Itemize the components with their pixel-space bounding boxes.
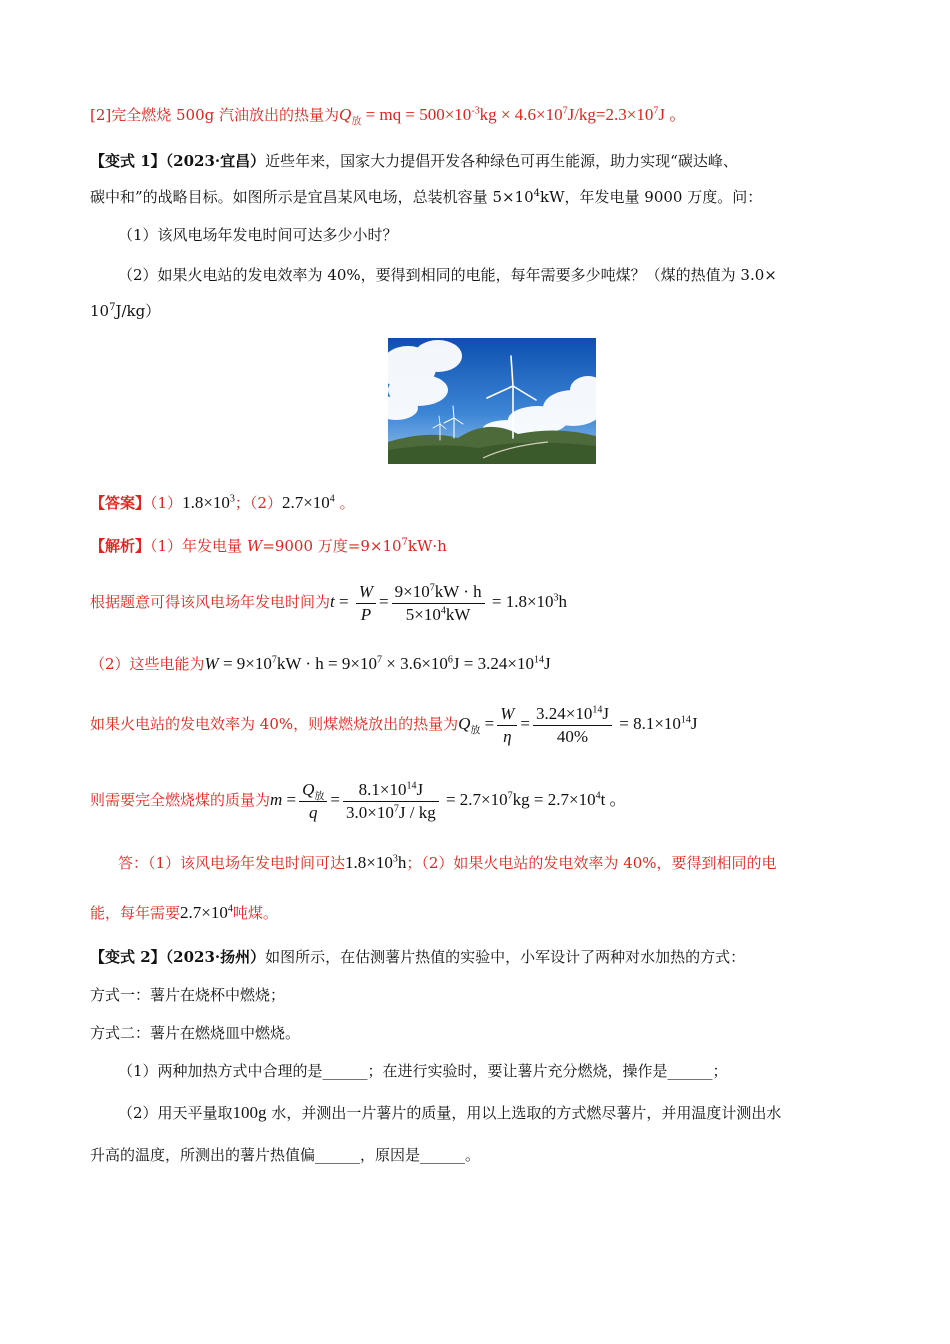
analysis-line-4: 如果火电站的发电效率为 40%，则煤燃烧放出的热量为$Q_放$ = $\frac{W}{\eta}$ = $\frac{3.24\times 10^{14}J}{40\%}$ = $8.1\times 10^{14}J$	[90, 703, 698, 746]
variant2-intro: 【变式 2】（2023·扬州）如图所示，在估测薯片热值的实验中，小军设计了两种对水加热的方式：	[90, 948, 746, 966]
variant1-question-2-cont: $10^7J/kg$）	[90, 302, 161, 320]
wind-turbine-illustration	[388, 338, 596, 464]
wind-farm-photo	[388, 338, 596, 464]
answer-line: 【答案】$(1)1.8\times 10^3$；$(2)2.7\times 10^4$ 。	[90, 493, 355, 512]
variant2-method-1: 方式一：薯片在烧杯中燃烧；	[90, 986, 286, 1004]
variant1-intro-cont: 碳中和”的战略目标。如图所示是宜昌某风电场，总装机容量 $5\times 10^4kW$，年发电量 9000 万度。问：	[90, 188, 763, 206]
variant2-question-2-cont: 升高的温度，所测出的薯片热值偏______，原因是______。	[90, 1146, 481, 1164]
variant1-intro: 【变式 1】（2023·宜昌）近些年来，国家大力提倡开发各种绿色可再生能源，助力实现“碳达峰、	[90, 152, 738, 170]
analysis-conclusion-2: 能，每年需要$2.7\times 10^4$吨煤。	[90, 903, 278, 922]
analysis-line-3: （2）这些电能为$W = 9\times 10^7kW \cdot h = 9\times 10^7 \times 3.6\times 10^6J = 3.24\times 10^{14}J$	[90, 654, 551, 673]
variant2-method-2: 方式二：薯片在燃烧皿中燃烧。	[90, 1024, 301, 1042]
analysis-line-1: 【解析】（1）年发电量 W=9000 万度$=9\times 10^7kW\cdot h$	[90, 537, 447, 555]
analysis-line-5: 则需要完全燃烧煤的质量为m = $\frac{Q_放}{q}$ = $\frac{8.1\times 10^{14}J}{3.0\times 10^7J / kg}$ = $2.7\times 10^7kg = 2.7\times 10^4t$ 。	[90, 779, 627, 822]
analysis-line-2: 根据题意可得该风电场年发电时间为t = $\frac{W}{P}$ = $\frac{9\times 10^7kW \cdot h}{5\times 10^4kW}$ = $1.8\times 10^3h$	[90, 581, 568, 624]
variant1-question-2: （2）如果火电站的发电效率为 40%，要得到相同的电能，每年需要多少吨煤？（煤的热值为 3.0×	[118, 266, 777, 284]
variant2-question-2: （2）用天平量取100g 水，并测出一片薯片的质量，用以上选取的方式燃尽薯片，并用温度计测出水	[118, 1103, 782, 1122]
solution-line-2: [2]完全燃烧 500g 汽油放出的热量为$Q_放$ = mq = $500\times 10^{-3}kg \times 4.6\times 10^7J/kg=2.3\times 10^7J$ 。	[90, 105, 687, 128]
variant2-question-1: （1）两种加热方式中合理的是______；在进行实验时，要让薯片充分燃烧，操作是______；	[118, 1062, 728, 1080]
variant1-question-1: （1）该风电场年发电时间可达多少小时？	[118, 226, 398, 244]
analysis-conclusion-1: 答：（1）该风电场年发电时间可达$1.8\times 10^3h$；（2）如果火电站的发电效率为 40%，要得到相同的电	[118, 853, 777, 872]
